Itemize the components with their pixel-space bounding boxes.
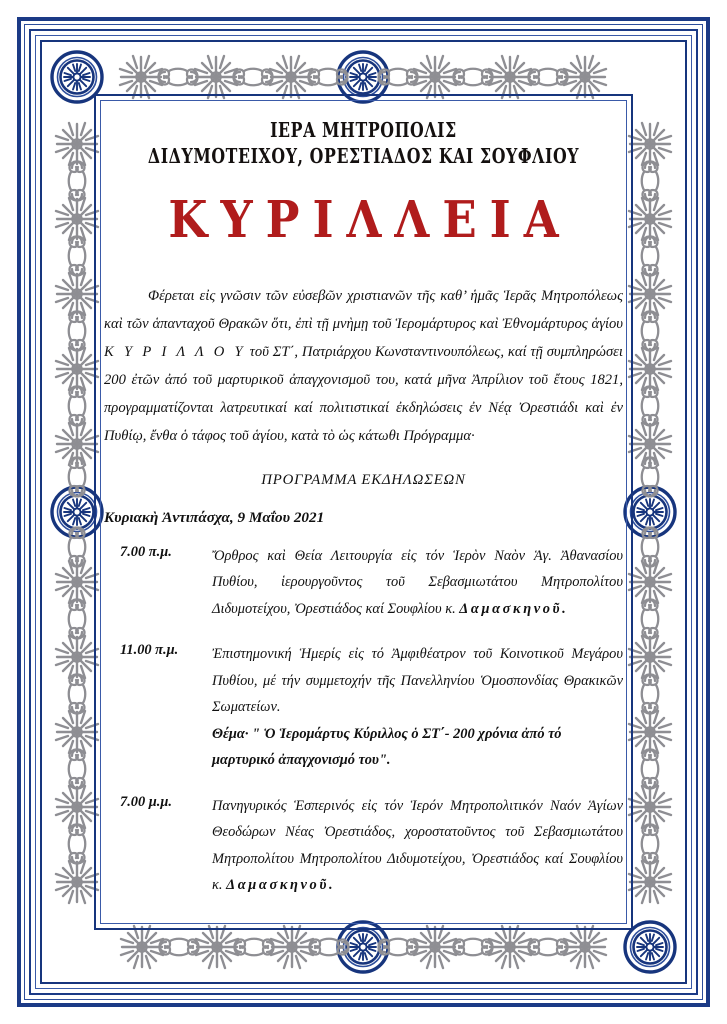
program-heading: ΠΡΟΓΡΑΜΜΑ ΕΚΔΗΛΩΣΕΩΝ	[261, 471, 466, 488]
schedule-entry	[104, 641, 623, 774]
entry-description	[212, 793, 623, 899]
document-content	[104, 104, 623, 920]
intro-part-1: Φέρεται εἰς γνῶσιν τῶν εὐσεβῶν χριστιανῶν τῆς καθ’ ἡμᾶς Ἱερᾶς Μητροπόλεως καὶ τῶν ἁπανταχοῦ Θρακῶν ὅτι, ἐπὶ τῇ μνὴμῃ τοῦ Ἱερομάρτυρος καὶ Ἐθνομάρτυρος ἁγίου	[104, 287, 623, 332]
entry-description	[212, 641, 623, 774]
entry-officiant: Δαμασκηνοῦ.	[226, 877, 336, 894]
masthead-line-1: ΙΕΡΑ ΜΗΤΡΟΠΟΛΙΣ	[270, 119, 457, 143]
entry-text: Ὄρθρος καὶ Θεία Λειτουργία εἰς τόν Ἱερὸν Ναὸν Ἁγ. Ἀθανασίου Πυθίου, ἱερουργοῦντος τοῦ Σεβασμιωτάτου Μητροπολίτου Διδυμοτείχου, Ὀρεστιάδος καί Σουφλίου κ.	[212, 547, 623, 617]
schedule-list	[104, 543, 623, 899]
entry-description	[212, 543, 623, 623]
entry-theme: Θέμα· " Ὁ Ἱερομάρτυς Κύριλλος ὁ ΣΤ΄- 200 χρόνια ἀπό τό μαρτυρικό ἀπαγχονισμό του".	[212, 725, 562, 769]
ornament-left	[52, 123, 102, 903]
page-title: ΚΥΡΙΛΛΕΙΑ	[168, 189, 572, 249]
intro-paragraph	[104, 282, 623, 450]
entry-time: 7.00 μ.μ.	[120, 793, 172, 810]
entry-time: 11.00 π.μ.	[120, 642, 179, 659]
entry-text: Πανηγυρικός Ἑσπερινός εἰς τόν Ἱερόν Μητροπολιτικόν Ναόν Ἁγίων Θεοδώρων Νέας Ὀρεστιάδος, χοροστατοῦντος τοῦ Σεβασμιωτάτου Μητροπολίτου Μητροπολίτου Διδυμοτείχου, Ὀρεστιάδος καί Σουφλίου κ.	[212, 797, 623, 894]
ornament-right	[625, 123, 675, 903]
masthead-line-2: ΔΙΔΥΜΟΤΕΙΧΟΥ, ΟΡΕΣΤΙΑΔΟΣ ΚΑΙ ΣΟΥΦΛΙΟΥ	[147, 145, 580, 170]
intro-part-2: τοῦ ΣΤ΄, Πατριάρχου Κωνσταντινουπόλεως, καί τῇ συμπληρώσει 200 ἐτῶν ἀπό τοῦ μαρτυρικοῦ ἀπαγχονισμοῦ του, κατά μῆνα Ἀπρίλιον τοῦ ἔτους 1821, προγραμματίζονται λατρευτικαί καί πολιτιστικαί ἐκδηλώσεις ἐν Νέᾳ Ὀρεστιάδι καὶ ἐν Πυθίῳ, ἔνθα ὁ τάφος τοῦ ἁγίου, κατὰ τὸ ὡς κάτωθι Πρόγραμμα·	[104, 343, 623, 444]
saint-name: Κ Υ Ρ Ι Λ Λ Ο Υ	[104, 343, 246, 360]
schedule-entry	[104, 793, 623, 899]
entry-officiant: Δαμασκηνοῦ.	[459, 600, 569, 617]
entry-time: 7.00 π.μ.	[120, 543, 172, 560]
masthead	[104, 118, 623, 171]
schedule-entry	[104, 543, 623, 623]
entry-text: Ἐπιστημονική Ἡμερίς εἰς τό Ἀμφιθέατρον τοῦ Κοινοτικοῦ Μεγάρου Πυθίου, μέ τήν συμμετοχήν τῆς Πανελληνίου Ὁμοσπονδίας Θρακικῶν Σωματείων.	[212, 646, 623, 716]
date-line: Κυριακὴ Ἀντιπάσχα, 9 Μαΐου 2021	[104, 508, 325, 526]
ornament-bottom	[121, 922, 675, 972]
ornament-top	[52, 52, 606, 102]
